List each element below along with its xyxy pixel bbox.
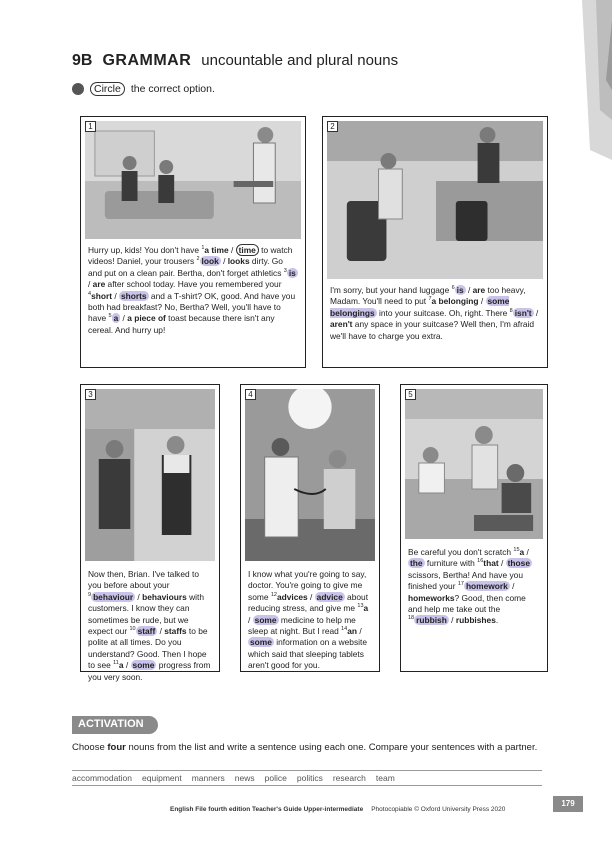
circle-word: Circle	[90, 82, 125, 96]
illustration-office-meeting	[85, 389, 215, 561]
word-item: police	[264, 773, 287, 783]
item-number: 14	[341, 626, 348, 633]
exercise-card-4	[240, 384, 380, 672]
option-highlighted[interactable]: shorts	[120, 290, 147, 301]
option[interactable]: an	[347, 626, 358, 637]
option[interactable]: looks	[227, 256, 250, 267]
activation-heading: ACTIVATION	[72, 716, 158, 734]
page-footer	[170, 806, 505, 813]
instruction-text: the correct option.	[130, 83, 215, 95]
word-item: equipment	[142, 773, 182, 783]
item-number: 17	[457, 581, 464, 588]
option[interactable]: a time	[204, 245, 229, 255]
exercise-card-1	[80, 116, 306, 368]
option-highlighted[interactable]: some	[250, 637, 272, 648]
activation-instruction	[72, 741, 542, 754]
item-number: 6	[451, 285, 455, 292]
item-number: 15	[513, 547, 520, 554]
option-highlighted[interactable]: is	[456, 285, 464, 295]
option-highlighted[interactable]: behaviour	[93, 591, 134, 602]
text-segment: scissors, Bertha! And have you finished your	[408, 569, 523, 592]
option-highlighted[interactable]: some	[132, 660, 155, 671]
text-segment: nouns from the list and write a sentence using each one. Compare your sentences with a partner.	[125, 742, 538, 753]
item-number: 18	[408, 615, 415, 622]
text-segment: toast because there isn't any cereal. And hurry up!	[88, 313, 275, 335]
text-segment: Choose	[72, 742, 108, 753]
option-highlighted[interactable]: some	[254, 614, 277, 625]
text-segment: after school today. Have you remembered your	[105, 279, 282, 290]
word-list	[72, 770, 542, 786]
copyright: Photocopiable © Oxford University Press 2020	[371, 806, 506, 813]
word-item: news	[234, 773, 255, 783]
option[interactable]: a	[118, 660, 124, 671]
option[interactable]: a	[363, 603, 369, 614]
bullet-icon	[72, 83, 84, 95]
item-number: 10	[129, 626, 136, 633]
option[interactable]: that	[483, 558, 499, 569]
item-number: 2	[196, 256, 200, 263]
text-segment: any space in your suitcase? Well then, I'm afraid we'll have to charge you extra.	[330, 319, 535, 341]
exercise-card-5	[400, 384, 548, 672]
option-highlighted[interactable]: staff	[137, 626, 156, 637]
card-number: 1	[85, 121, 96, 132]
topic-title: uncountable and plural nouns	[201, 52, 399, 69]
item-number: 12	[270, 592, 277, 599]
option-highlighted[interactable]: isn't	[514, 307, 532, 318]
option[interactable]: are	[472, 285, 486, 295]
option-highlighted[interactable]: the	[410, 558, 423, 569]
card-text: I'm sorry, but your hand luggage $^6$ is / are too heavy, Madam. You'll need to put $^7$a belonging / some belongings into your suitcase. Oh, right. There $^8$ isn't / aren't any space in your suitcase? Well then, I'm afraid we'll have to charge you extra.	[330, 285, 539, 341]
item-number: 1	[201, 245, 205, 252]
option[interactable]: advices	[276, 591, 308, 602]
card-text: I know what you're going to say, doctor. You're going to give me some $^{12}$advices / advice about reducing stress, and give me $^{13}$a / some medicine to help me sleep at night. But I read $^{14}$an / some information on a website which said that sleeping tablets aren't good for you.	[248, 569, 369, 671]
option-highlighted[interactable]: rubbish	[416, 615, 447, 626]
text-segment: to be polite at all times. Do you understand? Good. Then I hope to see	[88, 626, 208, 671]
card-number: 2	[327, 121, 338, 132]
option-highlighted[interactable]: is	[288, 267, 296, 278]
option[interactable]: aren't	[330, 319, 353, 330]
text-bold: four	[107, 742, 126, 753]
text-segment: into your suitcase. Oh, right. There	[376, 307, 510, 318]
text-segment: and a T-shirt? OK, good. And have you both had breakfast? No, Bertha? Well, you'll have to have	[88, 290, 296, 324]
text-segment: medicine to help me sleep at night. But I read	[248, 614, 356, 637]
text-segment: with customers. I know they can sometimes be rude, but we expect our	[88, 591, 204, 637]
option-highlighted[interactable]: homework	[465, 581, 508, 592]
book-title: English File fourth edition Teacher's Guide Upper-intermediate	[170, 806, 364, 813]
item-number: 7	[428, 296, 432, 303]
text-segment: too heavy, Madam. You'll need to put	[330, 285, 526, 307]
item-number: 5	[108, 313, 112, 320]
text-segment: about reducing stress, and give me	[248, 591, 369, 614]
card-number: 4	[245, 389, 256, 400]
exercise-card-3	[80, 384, 220, 682]
item-number: 3	[283, 268, 287, 275]
option[interactable]: a piece of	[127, 313, 166, 324]
item-number: 11	[113, 660, 119, 667]
option-highlighted[interactable]: look	[201, 256, 219, 267]
text-segment: dirty. Go and put on a clean pair. Bertha, don't forget athletics	[88, 256, 284, 278]
word-item: team	[375, 773, 395, 783]
text-segment: I know what you're going to say, doctor. You're going to give me some	[248, 569, 367, 602]
item-number: 16	[477, 558, 484, 565]
option-highlighted[interactable]: those	[507, 558, 530, 569]
text-segment: to watch videos! Daniel, your trousers	[88, 245, 293, 267]
text-segment: I'm sorry, but your hand luggage	[330, 285, 452, 295]
word-item: politics	[296, 773, 323, 783]
text-segment: .	[495, 615, 499, 626]
item-number: 13	[357, 603, 364, 610]
unit-number: 9B	[72, 52, 93, 69]
text-segment: furniture with	[424, 558, 478, 569]
option-circled[interactable]: time	[236, 244, 259, 256]
word-item: research	[332, 773, 366, 783]
text-segment: Be careful you don't scratch	[408, 547, 514, 557]
option[interactable]: behaviours	[142, 591, 187, 602]
text-segment: Now then, Brian. I've talked to you before about your	[88, 569, 199, 591]
text-segment: progress from you very soon.	[88, 660, 211, 682]
text-segment: ? Good, then come and help me take out the	[408, 592, 526, 615]
card-number: 5	[405, 389, 416, 400]
exercise-card-2	[322, 116, 548, 368]
option[interactable]: are	[92, 279, 106, 290]
item-number: 8	[509, 308, 513, 315]
option[interactable]: staffs	[164, 626, 187, 637]
option[interactable]: a belonging	[431, 296, 479, 307]
item-number: 4	[88, 290, 92, 297]
card-text: Now then, Brian. I've talked to you before about your $^9$ behaviour / behaviours with customers. I know they can sometimes be rude, but we expect our $^{10}$ staff / staffs to be polite at all times. Do you understand? Good. Then I hope to see $^{11}$a / some progress from you very soon.	[88, 569, 211, 682]
illustration-airport-checkin	[327, 121, 543, 279]
card-text: Hurry up, kids! You don't have $^1$a time / time to watch videos! Daniel, your trousers $^2$ look / looks dirty. Go and put on a clean pair. Bertha, don't forget athletics $^3$ is / are after school today. Have you remembered your $^4$short / shorts and a T-shirt? OK, good. And have you both had breakfast? No, Bertha? Well, you'll have to have $^5$ a / a piece of toast because there isn't any cereal. And hurry up!	[88, 245, 296, 335]
option[interactable]: a	[519, 547, 525, 557]
item-number: 9	[88, 592, 92, 599]
illustration-home-kids	[405, 389, 543, 539]
option[interactable]: rubbishes	[455, 615, 496, 626]
section-title: GRAMMAR	[102, 52, 192, 69]
illustration-family-kitchen	[85, 121, 301, 239]
card-number: 3	[85, 389, 96, 400]
instruction	[72, 82, 215, 96]
option-highlighted[interactable]: a	[113, 313, 119, 324]
card-text: Be careful you don't scratch $^{15}$a / the furniture with $^{16}$that / those scissors, Bertha! And have you finished your $^{17}$ homework / homeworks? Good, then come and help me take out the $^{18}$ rubbish / rubbishes.	[408, 547, 530, 626]
option-highlighted[interactable]: advice	[316, 591, 343, 602]
option[interactable]: short	[91, 290, 112, 301]
option-highlighted[interactable]: some belongings	[330, 296, 510, 318]
illustration-doctor-patient	[245, 389, 375, 561]
text-segment: information on a website which said that sleeping tablets aren't good for you.	[248, 637, 367, 671]
word-item: manners	[191, 773, 225, 783]
option[interactable]: homeworks	[408, 592, 455, 603]
text-segment: Hurry up, kids! You don't have	[88, 245, 202, 255]
page-header	[72, 52, 398, 70]
word-item: accommodation	[72, 773, 133, 783]
page-number: 179	[553, 796, 583, 812]
edge-decoration	[562, 0, 612, 160]
